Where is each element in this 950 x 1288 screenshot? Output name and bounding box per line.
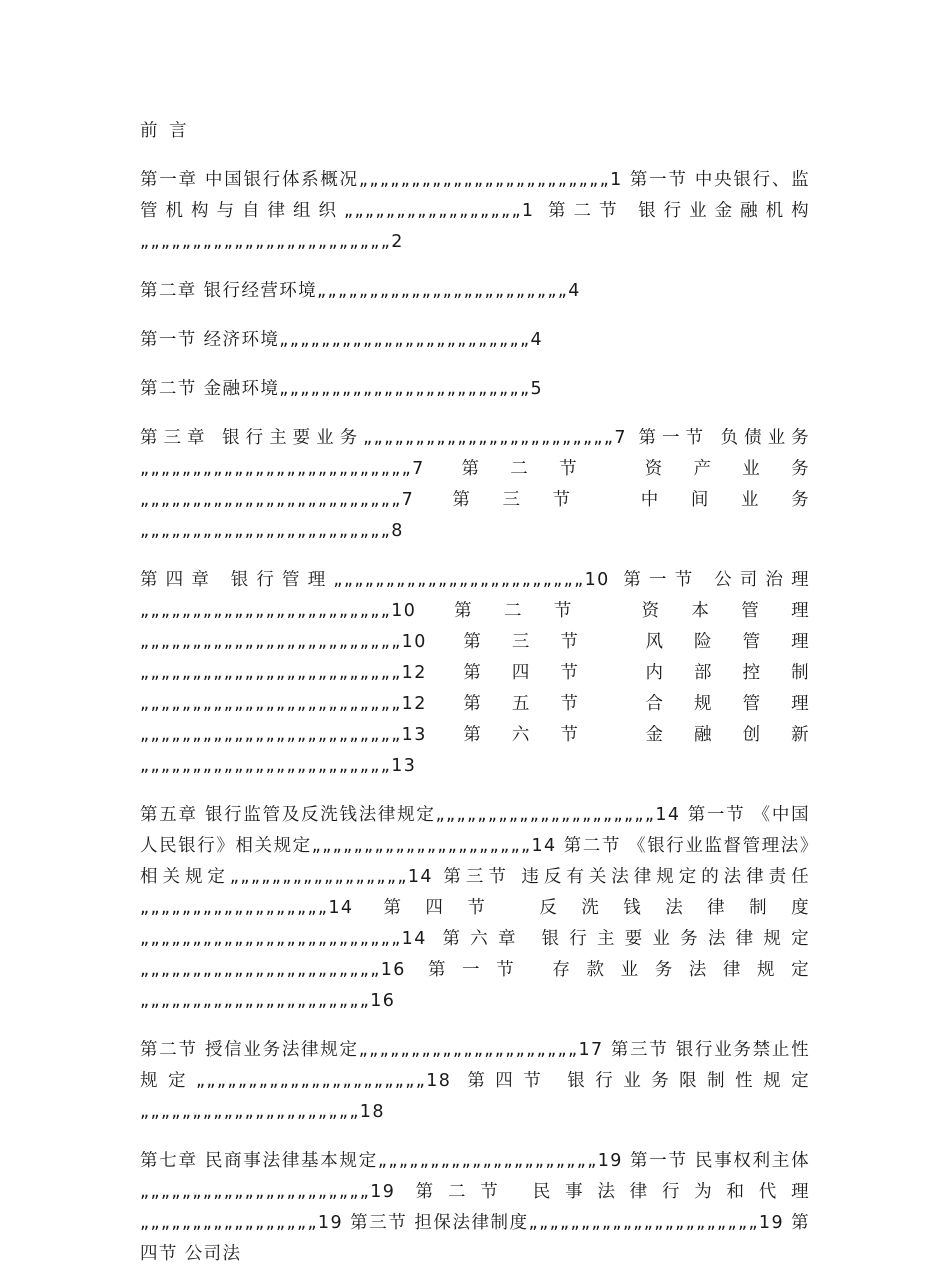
toc-chapter-2-section-1: 第一节 经济环境„„„„„„„„„„„„„„„„„„„„„„„„4 bbox=[140, 330, 543, 350]
toc-chapter-7: 第七章 民商事法律基本规定„„„„„„„„„„„„„„„„„„„„„19 第一节 民事权利主体„„„„„„„„„„„„„„„„„„„„„„19 第二节 民事法律行为和代理„„„„„„„„„„„„„„„„„19 第三节 担保法律制度„„„„„„„„„„„„„„„„„„„„„„19 第四节 公司法 bbox=[140, 1151, 810, 1264]
toc-chapter-1: 第一章 中国银行体系概况„„„„„„„„„„„„„„„„„„„„„„„„1 第一节 中央银行、监管机构与自律组织„„„„„„„„„„„„„„„„„1 第二节 银行业金融机构„„„„„„„„„„„„„„„„„„„„„„„„2 bbox=[140, 170, 810, 252]
toc-chapter-2: 第二章 银行经营环境„„„„„„„„„„„„„„„„„„„„„„„„4 bbox=[140, 281, 581, 301]
toc-chapter-2-section-2: 第二节 金融环境„„„„„„„„„„„„„„„„„„„„„„„„5 bbox=[140, 379, 543, 399]
toc-chapter-5-6: 第五章 银行监管及反洗钱法律规定„„„„„„„„„„„„„„„„„„„„„14 第一节 《中国人民银行》相关规定„„„„„„„„„„„„„„„„„„„„„14 第二节 《银行业监督管理法》相关规定„„„„„„„„„„„„„„„„„14 第三节 违反有关法律规定的法律责任„„„„„„„„„„„„„„„„„„14 第四节 反洗钱法律制度„„„„„„„„„„„„„„„„„„„„„„„„„14 第六章 银行主要业务法律规定„„„„„„„„„„„„„„„„„„„„„„„16 第一节 存款业务法律规定„„„„„„„„„„„„„„„„„„„„„„16 bbox=[140, 805, 810, 1011]
toc-chapter-4: 第四章 银行管理„„„„„„„„„„„„„„„„„„„„„„„„10 第一节 公司治理 „„„„„„„„„„„„„„„„„„„„„„„„10 第二节 资本管理„„„„„„„„„„„„„„„„„„„„„„„„„10 第三节 风险管理„„„„„„„„„„„„„„„„„„„„„„„„„12 第四节 内部控制„„„„„„„„„„„„„„„„„„„„„„„„„12 第五节 合规管理„„„„„„„„„„„„„„„„„„„„„„„„„13 第六节 金融创新 „„„„„„„„„„„„„„„„„„„„„„„„13 bbox=[140, 570, 810, 776]
toc-chapter-3: 第三章 银行主要业务„„„„„„„„„„„„„„„„„„„„„„„„7 第一节 负债业务„„„„„„„„„„„„„„„„„„„„„„„„„„7 第二节 资产业务„„„„„„„„„„„„„„„„„„„„„„„„„7 第三节 中间业务„„„„„„„„„„„„„„„„„„„„„„„„8 bbox=[140, 428, 810, 541]
preface-heading: 前 言 bbox=[140, 121, 190, 141]
document-page bbox=[140, 116, 810, 1288]
toc-chapter-6-sections: 第二节 授信业务法律规定„„„„„„„„„„„„„„„„„„„„„17 第三节 银行业务禁止性规定„„„„„„„„„„„„„„„„„„„„„„18 第四节 银行业务限制性规定„„„„„„„„„„„„„„„„„„„„„18 bbox=[140, 1040, 810, 1122]
